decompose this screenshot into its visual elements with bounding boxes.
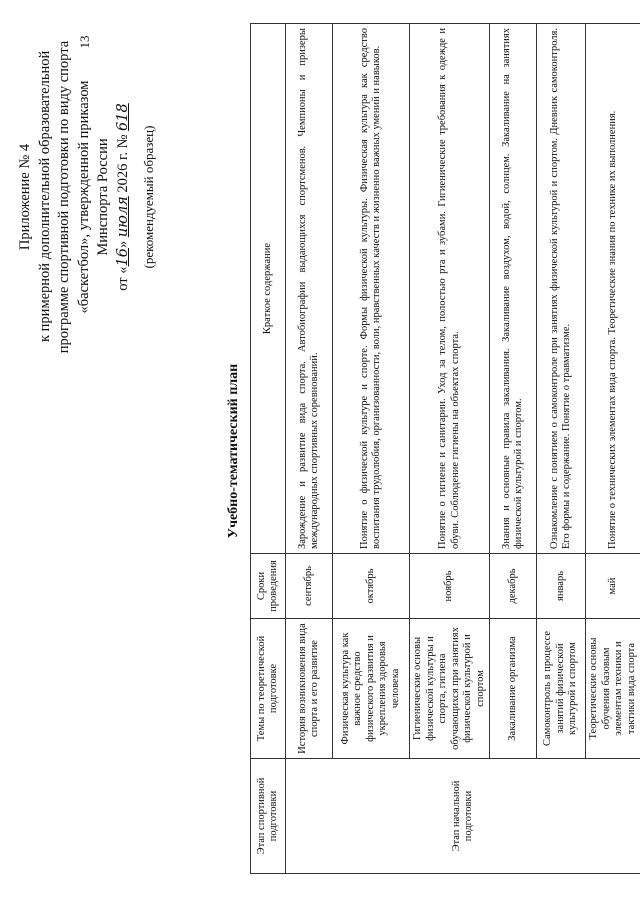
table-row <box>410 24 490 874</box>
term-cell: ноябрь <box>410 554 490 619</box>
header-term: Сроки проведения <box>251 554 286 619</box>
appendix-line-4: «баскетбол», утвержденной приказом <box>75 80 92 314</box>
approval-order-number: 618 <box>114 103 131 131</box>
term-cell: сентябрь <box>286 554 333 619</box>
table-row <box>586 24 640 874</box>
term-cell: май <box>586 554 640 619</box>
topic-cell: Теоретические основы обучения базовым элементам техники и тактики вида спорта <box>586 619 640 759</box>
term-cell: декабрь <box>490 554 537 619</box>
appendix-line-5: Минспорта России <box>95 138 111 256</box>
approval-day: 16 <box>114 248 131 267</box>
study-plan-table <box>250 23 640 874</box>
header-stage: Этап спортивной подготовки <box>251 759 286 874</box>
topic-cell: Физическая культура как важное средство физического развития и укрепления здоровья человека <box>333 619 410 759</box>
content-cell: Понятие о гигиене и санитарии. Уход за телом, полостью рта и зубами. Гигиенические требования к одежде и обуви. Соблюдение гигиены на объектах спорта. <box>410 24 490 554</box>
topic-cell: Закаливание организма <box>490 619 537 759</box>
header-topic: Темы по теоретической подготовке <box>251 619 286 759</box>
content-cell: Зарождение и развитие вида спорта. Автобиографии выдающихся спортсменов. Чемпионы и призеры международных спортивных соревнований. <box>286 24 333 554</box>
table-row <box>286 24 333 874</box>
content-cell: Знания и основные правила закаливания. Закаливание воздухом, водой, солнцем. Закаливание на занятиях физической культурой и спортом. <box>490 24 537 554</box>
topic-cell: Самоконтроль в процессе занятий физической культурой и спортом <box>537 619 586 759</box>
topic-cell: История возникновения вида спорта и его развитие <box>286 619 333 759</box>
term-cell: октябрь <box>333 554 410 619</box>
table-row <box>490 24 537 874</box>
appendix-number: Приложение № 4 <box>17 143 33 251</box>
appendix-line-3: программе спортивной подготовки по виду спорта <box>56 40 72 354</box>
document-title: Учебно-тематический план <box>226 363 241 539</box>
content-cell: Ознакомление с понятием о самоконтроле при занятиях физической культурой и спортом. Дневник самоконтроля. Его формы и содержание. Понятие о травматизме. <box>537 24 586 554</box>
table-row <box>333 24 410 874</box>
appendix-line-2: к примерной дополнительной образовательной <box>36 50 53 342</box>
topic-cell: Гигиенические основы физической культуры и спорта, гигиена обучающихся при занятиях физической культурой и спортом <box>410 619 490 759</box>
approval-month: июля <box>114 196 131 238</box>
recommendation-note: (рекомендуемый образец) <box>141 125 156 269</box>
table-row <box>537 24 586 874</box>
term-cell: январь <box>537 554 586 619</box>
header-content: Краткое содержание <box>251 24 286 554</box>
approval-date: от «16» июля 2026 г. № 618 <box>114 103 131 291</box>
table-header-row <box>251 24 286 874</box>
stage-cell: Этап начальной подготовки <box>286 759 640 874</box>
content-cell: Понятие о технических элементах вида спорта. Теоретические знания по технике их выполнения. <box>586 24 640 554</box>
content-cell: Понятие о физической культуре и спорте. Формы физической культуры. Физическая культура как средство воспитания трудолюбия, организованности, воли, нравственных качеств и жизненно важных умений и навыков. <box>333 24 410 554</box>
page-number: 13 <box>77 35 92 49</box>
